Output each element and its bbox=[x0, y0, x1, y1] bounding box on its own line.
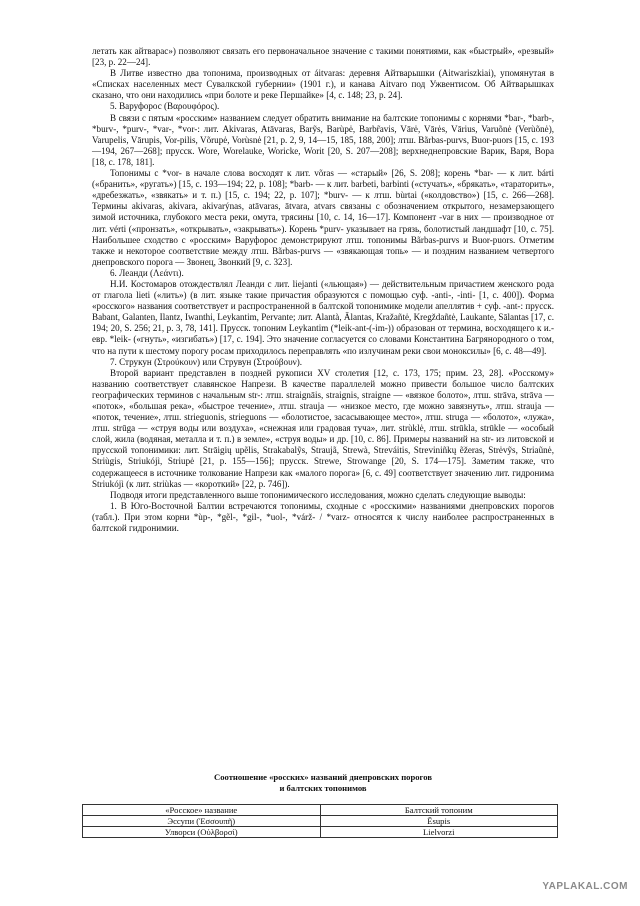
paragraph-5: Н.И. Костомаров отождествлял Леанди с лит. liejanti («льющая») — действительным причастием женского рода от глагола lieti («лить») (в лит. языке такие причастия образуются с помощью суф. -anti-, -inti- [1, с. 400]). Форма «росского» названия соответствует и распространенной в балтской топонимике модели апеллятив + суф. -ant-: прусск. Babant, Galanten, Ilantz, Iwanthi, Leykantim, Pervante; лит. Alantà, Ālantas, Kražañtė, Kregždañtė, Laukante, Sālantas [17, с. 194; 20, S. 256; 21, p. 3, 78, 141]. Прусск. топоним Leykantim (*leik-ant-(-im-)) образован от термина, восходящего к и.-евр. *leik- («гнуть», «изгибать») [17, с. 194]. Это значение согласуется со словами Константина Багрянородного о том, что на пути к шестому порогу росам приходилось переправлять «по излучинам реки свои моноксилы» [6, с. 48—49]. bbox=[92, 278, 554, 356]
paragraph-6: Второй вариант представлен в поздней рукописи XV столетия [12, с. 173, 175; прим. 23, 28]. «Росскому» названию соответствует славянское Напрези. В качестве параллелей можно привести большое число балтских географических терминов с начальным str-: лтш. straignāis, straignis, straigne — «вязкое болото», лтш. strāva, strāva — «поток», «большая река», «быстрое течение», лтш. strauja — «низкое место, где можно завязнуть», лтш. strauja — «поток, течение», лтш. strieguonis, strieguons — «болотистое, засасывающее место», лтш. struga — «болото», «лужа», лтш. strūga — «струя воды или воздуха», «снежная или градовая туча», лит. strùklė, лтш. strūkla, strūkle — «особый слой, жила (водяная, металла и т. п.) в земле», «струя воды» и др. [10, с. 86]. Примеры названий на str- из литовской и прусской топонимики: лит. Strāigių upẽlis, Strakabalỹs, Straujã, Strewà, Streváitis, Streviniñkų ẽžeras, Strėvỹs, Striaũnė, Striùgis, Striukójì, Striupė [21, p. 155—156]; прусск. Strewe, Strowange [20, S. 174—175]. Заметим также, что содержащееся в источнике толкование Напрези как «малого порога» [6, с. 49] соответствует значению лит. гидронима Striukójì (к лит. striùkas — «короткий» [22, p. 746]). bbox=[92, 367, 554, 489]
table-row bbox=[83, 816, 558, 827]
table-row bbox=[83, 827, 558, 838]
paragraph-7: Подводя итоги представленного выше топонимического исследования, можно сделать следующие выводы: bbox=[110, 489, 526, 500]
table-cell: Lielvorzi bbox=[320, 827, 558, 838]
table-header-row bbox=[83, 805, 558, 816]
article-body bbox=[92, 46, 554, 534]
toponym-table bbox=[82, 804, 558, 838]
table-header-cell: Балтский топоним bbox=[320, 805, 558, 816]
table-cell: Ēsupis bbox=[320, 816, 558, 827]
table-title-line-1: Соотношение «росских» названий днепровских порогов bbox=[214, 772, 432, 782]
section-heading-6: 6. Леанди (Λεάντι). bbox=[110, 267, 184, 278]
watermark: YAPLAKAL.COM bbox=[542, 881, 628, 892]
table-cell: Эссупи (Ἐσσουπῆ) bbox=[83, 816, 321, 827]
paragraph-3: В связи с пятым «росским» названием следует обратить внимание на балтские топонимы с корнями *bar-, *barb-, *burv-, *purv-, *var-, *vor-: лит. Akivaras, Atāvaras, Barỹs, Barùpė, Barbr̃avis, Vārė, Vārės, Vārius, Varuõnė (Verùõnė), Varupelis, Vārupis, Vor-pilis, Võrupė, Vorùsnė [21, p. 2, 9, 14—15, 185, 188, 200]; лтш. Bãrbas-purvs, Buor-puors [15, с. 193—194, 267—268]; прусск. Wore, Worelauke, Woricke, Worit [20, S. 207—208]; верхнеднепровские Варик, Варя, Вора [18, с. 178, 181]. bbox=[92, 112, 554, 167]
table-title bbox=[92, 772, 554, 793]
table-cell: Улворси (Οὐλβορσί) bbox=[83, 827, 321, 838]
paragraph-1: летать как айтварас») позволяют связать его первоначальное значение с такими понятиями, как «быстрый», «резвый» [23, р. 22—24]. bbox=[92, 46, 554, 68]
section-heading-7: 7. Струкун (Στρούκουν) или Струвун (Στρούβουν). bbox=[110, 356, 303, 367]
paragraph-4: Топонимы с *vor- в начале слова восходят к лит. võras — «старый» [26, S. 208]; корень *bar- — к лит. bárti («бранить», «ругать») [15, с. 193—194; 22, p. 108]; *barb- — к лит. barbeti, barbinti («стучать», «брякать», «тараторить», «дребезжать», «звякать» и т. п.) [15, с. 194; 22, p. 107]; *burv- — к лтш. bùrtai («колдовство») [15, с. 266—268]. Термины akivaras, akivara, akivarýnas, atāvaras, ātvara, atvars связаны с обозначением открытого, незамерзающего зимой источника, глубокого места реки, омута, трясины [10, с. 14, 16—17]. Компонент -var в них — производное от лит. vérti («пронзать», «открывать», «закрывать»). Корень *purv- указывает на грязь, болотистый ландшафт [10, с. 75]. Наибольшее сходство с «росским» Варуфорос демонстрируют лтш. топонимы Bãrbas-purvs и Buor-puors. Отметим также и некоторое соответствие между лтш. Bãrbas-purvs — «звякающая топь» — и поздним названием четвертого днепровского порога — Звонец, Звонкий [9, с. 323]. bbox=[92, 168, 554, 267]
section-heading-5: 5. Варуфорос (Βαρουφόρος). bbox=[110, 101, 220, 112]
conclusion-item-1: 1. В Юго-Восточной Балтии встречаются топонимы, сходные с «росскими» названиями днепровских порогов (табл.). При этом корни *ùp-, *gẽl-, *gil-, *uol-, *várž- / *varz- относятся к числу наиболее распространенных в балтской гидронимии. bbox=[92, 500, 554, 534]
paragraph-2: В Литве известно два топонима, производных от áitvaras: деревня Айтварышки (Aitwariszkiai), упомянутая в «Списках населенных мест Сувалкской губернии» (1901 г.), и канава Aitvaro под Ужвентисом. Об Айтварышках сказано, что они находились «при болоте и реке Першайке» [4, с. 148; 23, р. 24]. bbox=[92, 68, 554, 101]
table-header-cell: «Росское» название bbox=[83, 805, 321, 816]
table-title-line-2: и балтских топонимов bbox=[279, 782, 367, 793]
